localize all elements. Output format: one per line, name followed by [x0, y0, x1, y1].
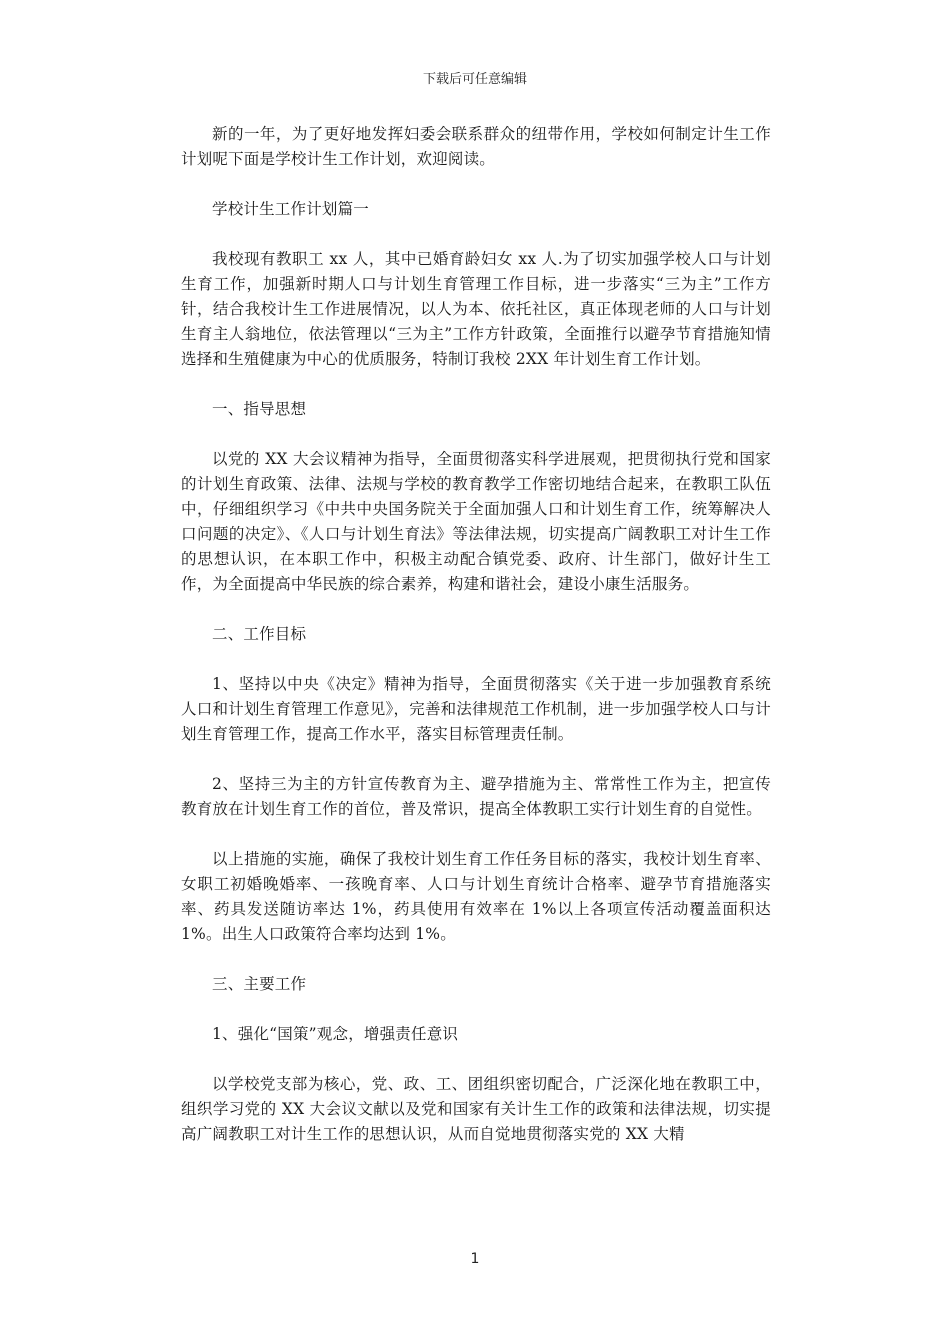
page-header: 下载后可任意编辑: [422, 72, 527, 87]
heading-guiding-ideology: 一、指导思想: [212, 400, 307, 418]
section-title: 学校计生工作计划篇一: [212, 200, 370, 218]
document-body: [181, 122, 771, 1172]
body-paragraph: 我校现有教职工 xx 人，其中已婚育龄妇女 xx 人.为了切实加强学校人口与计划生育工作，加强新时期人口与计划生育管理工作目标，进一步落实“三为主”工作方针，结合我校计生工作进展情况，以人为本、依托社区，真正体现老师的人口与计划生育主人翁地位，依法管理以“三为主”工作方针政策，全面推行以避孕节育措施知情选择和生殖健康为中心的优质服务，特制订我校 2XX 年计划生育工作计划。: [181, 250, 771, 368]
body-paragraph: 以上措施的实施，确保了我校计划生育工作任务目标的落实，我校计划生育率、女职工初婚晚婚率、一孩晚育率、人口与计划生育统计合格率、避孕节育措施落实率、药具发送随访率达 1%，药具使用有效率在 1%以上各项宣传活动覆盖面积达 1%。出生人口政策符合率均达到 1%。: [181, 850, 771, 943]
body-paragraph: 以党的 XX 大会议精神为指导，全面贯彻落实科学进展观，把贯彻执行党和国家的计划生育政策、法律、法规与学校的教育教学工作密切地结合起来，在教职工队伍中，仔细组织学习《中共中央国务院关于全面加强人口和计划生育工作，统筹解决人口问题的决定》、《人口与计划生育法》等法律法规，切实提高广阔教职工对计生工作的思想认识，在本职工作中，积极主动配合镇党委、政府、计生部门，做好计生工作，为全面提高中华民族的综合素养，构建和谐社会，建设小康生活服务。: [181, 450, 771, 593]
body-paragraph: 1、坚持以中央《决定》精神为指导，全面贯彻落实《关于进一步加强教育系统人口和计划生育管理工作意见》，完善和法律规范工作机制，进一步加强学校人口与计划生育管理工作，提高工作水平，落实目标管理责任制。: [181, 675, 771, 743]
page-number: 1: [470, 1251, 480, 1267]
intro-paragraph: 新的一年，为了更好地发挥妇委会联系群众的纽带作用，学校如何制定计生工作计划呢下面是学校计生工作计划，欢迎阅读。: [181, 125, 771, 168]
subheading: 1、强化“国策”观念，增强责任意识: [212, 1025, 459, 1043]
body-paragraph: 2、坚持三为主的方针宣传教育为主、避孕措施为主、常常性工作为主，把宣传教育放在计划生育工作的首位，普及常识，提高全体教职工实行计划生育的自觉性。: [181, 775, 771, 818]
heading-main-work: 三、主要工作: [212, 975, 307, 993]
heading-work-goals: 二、工作目标: [212, 625, 307, 643]
body-paragraph: 以学校党支部为核心，党、政、工、团组织密切配合，广泛深化地在教职工中，组织学习党的 XX 大会议文献以及党和国家有关计生工作的政策和法律法规，切实提高广阔教职工对计生工作的思想认识，从而自觉地贯彻落实党的 XX 大精: [181, 1075, 771, 1143]
